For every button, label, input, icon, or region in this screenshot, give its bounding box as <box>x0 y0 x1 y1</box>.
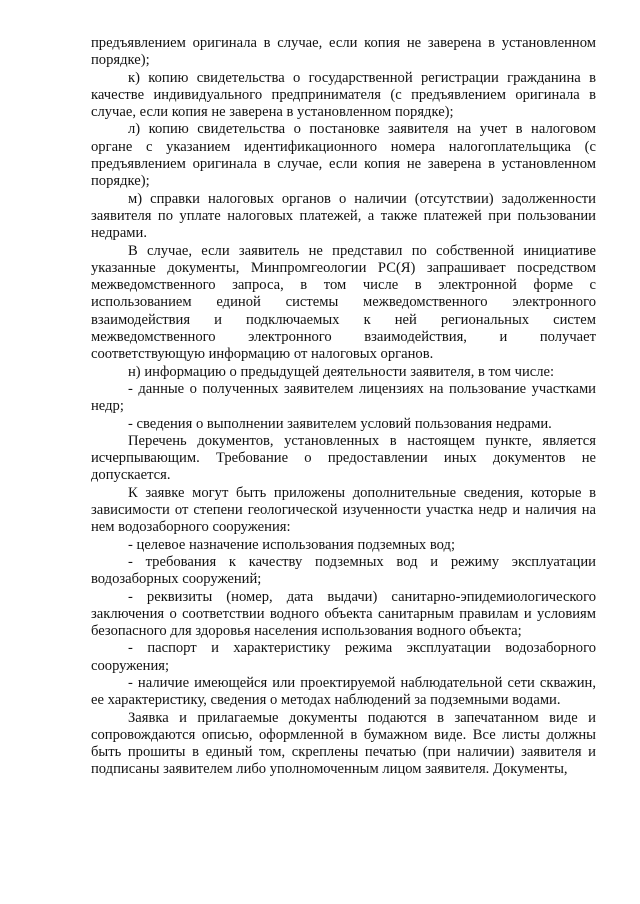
paragraph-continuation: предъявлением оригинала в случае, если копия не заверена в установленном порядке); <box>91 35 596 69</box>
paragraph-submission: Заявка и прилагаемые документы подаются в запечатанном виде и сопровождаются описью, оформленной в бумажном виде. Все листы должны быть прошиты в единый том, скреплены печатью (при наличии) заявителя и подписаны заявителем либо уполномоченным лицом заявителя. Документы, <box>91 709 596 778</box>
paragraph-item-l: л) копию свидетельства о постановке заявителя на учет в налоговом органе с указанием идентификационного номера налогоплательщика (с предъявлением оригинала в случае, если копия не заверена в установленном порядке); <box>91 121 596 190</box>
list-item-monitoring: - наличие имеющейся или проектируемой наблюдательной сети скважин, ее характеристику, сведения о методах наблюдений за подземными водами. <box>91 674 596 709</box>
paragraph-exhaustive-list: Перечень документов, установленных в настоящем пункте, является исчерпывающим. Требование о предоставлении иных документов не допускается. <box>91 432 596 484</box>
paragraph-item-n: н) информацию о предыдущей деятельности заявителя, в том числе: <box>128 363 555 380</box>
paragraph-additional-info: К заявке могут быть приложены дополнительные сведения, которые в зависимости от степени геологической изученности участка недр и наличия на нем водозаборного сооружения: <box>91 484 596 536</box>
list-item-sanitary: - реквизиты (номер, дата выдачи) санитарно-эпидемиологического заключения о соответствии водного объекта санитарным правилам и условиям безопасного для здоровья населения использования водного объекта; <box>91 588 596 640</box>
paragraph-item-m: м) справки налоговых органов о наличии (отсутствии) задолженности заявителя по уплате налоговых платежей, а также платежей при пользовании недрами. <box>91 190 596 242</box>
list-item-passport: - паспорт и характеристику режима эксплуатации водозаборного сооружения; <box>91 640 596 674</box>
paragraph-interagency-request: В случае, если заявитель не представил по собственной инициативе указанные документы, Минпромгеологии РС(Я) запрашивает посредством межведомственного запроса, в том числе в электронной форме с использованием единой системы межведомственного электронного взаимодействия и подключаемых к ней региональных систем межведомственного электронного взаимодействия, и получает соответствующую информацию от налоговых органов. <box>91 242 596 363</box>
document-body <box>91 35 596 779</box>
list-item-licenses: - данные о полученных заявителем лицензиях на пользование участками недр; <box>91 380 596 415</box>
list-item-purpose: - целевое назначение использования подземных вод; <box>128 536 456 553</box>
list-item-conditions: - сведения о выполнении заявителем условий пользования недрами. <box>128 415 552 432</box>
list-item-quality: - требования к качеству подземных вод и режиму эксплуатации водозаборных сооружений; <box>91 553 596 588</box>
paragraph-item-k: к) копию свидетельства о государственной регистрации гражданина в качестве индивидуального предпринимателя (с предъявлением оригинала в случае, если копия не заверена в установленном порядке); <box>91 69 596 121</box>
